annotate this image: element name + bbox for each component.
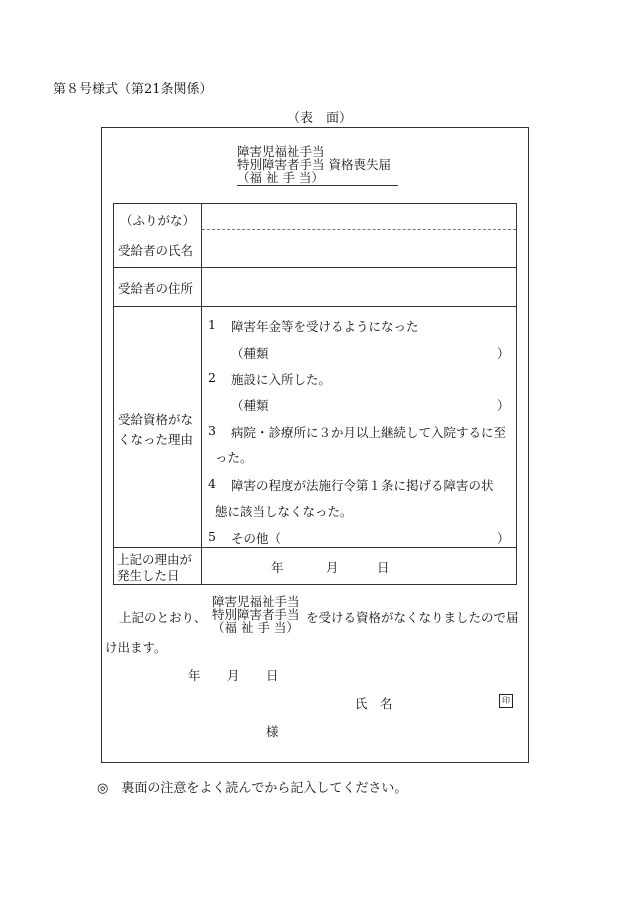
reason-4-continued: 態に該当しなくなった。 — [215, 504, 353, 519]
date-month-label: 月 — [326, 560, 339, 575]
title-line-2: 特別障害者手当 資格喪失届 — [237, 157, 391, 172]
row-divider-name — [113, 267, 517, 268]
reason-1-number: 1 — [208, 317, 216, 332]
reason-5-close: ） — [497, 531, 510, 546]
reason-5-number: 5 — [208, 529, 216, 544]
declaration-allowance-stack — [212, 595, 300, 634]
seal-mark-icon: 印 — [499, 694, 513, 708]
reason-4-text[interactable]: 障害の程度が法施行令第１条に掲げる障害の状 — [231, 478, 494, 493]
reason-1-kind: （種類 — [231, 346, 269, 361]
reason-5-text[interactable]: その他（ — [231, 531, 282, 546]
furigana-field[interactable] — [203, 205, 515, 228]
furigana-label: （ふりがな） — [120, 213, 196, 228]
title-underline — [237, 185, 398, 186]
declaration-suffix: を受ける資格がなくなりましたので届 — [306, 610, 519, 625]
reason-1-kind-close: ） — [497, 346, 510, 361]
form-side-label: （表 面） — [287, 111, 353, 126]
date-label-line-2: 発生した日 — [117, 568, 180, 583]
declaration-stack-line-1: 障害児福祉手当 — [212, 594, 300, 609]
reason-3-number: 3 — [208, 423, 216, 438]
date-year-label: 年 — [271, 560, 284, 575]
reason-1-text[interactable]: 障害年金等を受けるようになった — [231, 319, 419, 334]
reason-2-kind-close: ） — [497, 398, 510, 413]
reason-label-line-2: くなった理由 — [118, 432, 194, 447]
reason-label-line-1: 受給資格がな — [118, 412, 194, 427]
reason-4-number: 4 — [208, 476, 216, 491]
recipient-address-field[interactable] — [203, 269, 515, 305]
declaration-stack-line-3: （福 祉 手 当） — [212, 620, 299, 635]
applicant-name-label: 氏 名 — [355, 696, 393, 711]
recipient-address-label: 受給者の住所 — [118, 281, 194, 296]
addressee-honorific: 様 — [266, 724, 279, 739]
title-line-3: （福 祉 手 当） — [237, 170, 324, 185]
row-divider-address — [113, 306, 517, 307]
submission-day-label: 日 — [266, 668, 279, 683]
date-label-line-1: 上記の理由が — [117, 552, 193, 567]
recipient-name-label: 受給者の氏名 — [118, 243, 194, 258]
form-number: 第８号様式（第21条関係） — [53, 82, 213, 97]
row-divider-reason — [113, 547, 517, 548]
reason-2-kind: （種類 — [231, 398, 269, 413]
recipient-name-field[interactable] — [203, 231, 515, 266]
title-line-1: 障害児福祉手当 — [237, 144, 325, 159]
reason-3-continued: った。 — [215, 450, 253, 465]
declaration-prefix: 上記のとおり、 — [119, 610, 207, 625]
reason-3-text[interactable]: 病院・診療所に３か月以上継続して入院するに至 — [231, 425, 507, 440]
form-title — [237, 145, 391, 184]
reason-2-text[interactable]: 施設に入所した。 — [231, 372, 332, 387]
declaration-line-2: け出ます。 — [105, 640, 167, 655]
submission-year-label: 年 — [188, 668, 201, 683]
footer-note: ◎ 裏面の注意をよく読んでから記入してください。 — [97, 781, 408, 796]
reason-2-number: 2 — [208, 370, 216, 385]
declaration-stack-line-2: 特別障害者手当 — [212, 607, 300, 622]
table-column-divider — [201, 203, 202, 585]
furigana-divider — [202, 229, 516, 230]
submission-month-label: 月 — [227, 668, 240, 683]
date-day-label: 日 — [377, 560, 390, 575]
